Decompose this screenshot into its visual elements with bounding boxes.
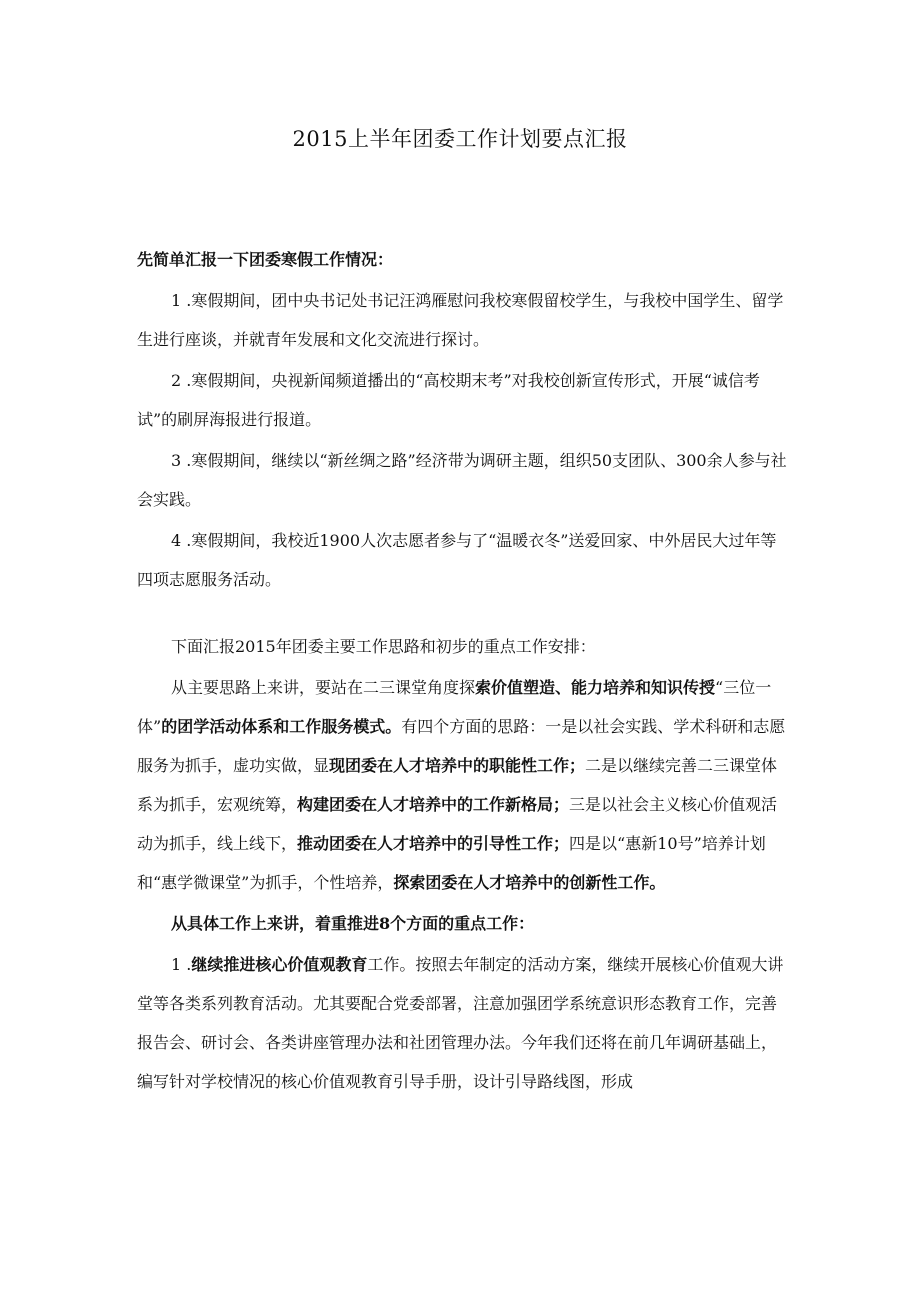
- ideas-bold-4: 构建团委在人才培养中的工作新格局；: [297, 795, 570, 814]
- ideas-text-4: 二是以继续完善二三课堂体系为抓手，宏观统筹，: [137, 756, 778, 814]
- ideas-text-5: 三是以社会主义核心价值观活动为抓手，线上线下，: [137, 795, 778, 853]
- winter-item-2: 2 .寒假期间，央视新闻频道播出的“高校期末考”对我校创新宣传形式，开展“诚信考试”的刷屏海报进行报道。: [137, 371, 760, 429]
- ideas-text-3: 有四个方面的思路：一是以社会实践、学术科研和志愿服务为抓手，虚功实做，显: [137, 717, 786, 775]
- section1-heading: 先简单汇报一下团委寒假工作情况：: [137, 250, 394, 269]
- ideas-text-1: 从主要思路上来讲，要站在二三课堂角度探: [171, 678, 476, 697]
- work-item-1-text: 工作。按照去年制定的活动方案，继续开展核心价值观大讲堂等各类系列教育活动。尤其要配合党委部署，注意加强团学系统意识形态教育工作，完善报告会、研讨会、各类讲座管理办法和社团管理办法。今年我们还将在前几年调研基础上，编写针对学校情况的核心价值观教育引导手册，设计引导路线图，形成: [137, 955, 784, 1091]
- main-ideas-paragraph: [137, 668, 789, 902]
- ideas-bold-3: 现团委在人才培养中的职能性工作；: [329, 756, 586, 775]
- work-item-1-number: 1 .: [171, 955, 192, 974]
- ideas-bold-2: 的团学活动体系和工作服务模式。: [161, 717, 402, 736]
- ideas-bold-5: 推动团委在人才培养中的引导性工作；: [297, 834, 570, 853]
- ideas-bold-6: 探索团委在人才培养中的创新性工作。: [393, 873, 666, 892]
- document-body: [137, 240, 789, 1101]
- document-title: 2015上半年团委工作计划要点汇报: [292, 127, 628, 151]
- work-item-1-bold: 继续推进核心价值观教育: [191, 955, 368, 974]
- winter-item-3: 3 .寒假期间，继续以“新丝绸之路”经济带为调研主题，组织50支团队、300余人参与社会实践。: [137, 451, 787, 509]
- ideas-text-2: “三位一体”: [137, 678, 772, 736]
- ideas-bold-1: 索价值塑造、能力培养和知识传授: [475, 678, 716, 697]
- winter-item-4: 4 .寒假期间，我校近1900人次志愿者参与了“温暖衣冬”送爱回家、中外居民大过年等四项志愿服务活动。: [137, 531, 777, 589]
- winter-item-1: 1 .寒假期间，团中央书记处书记汪鸿雁慰问我校寒假留校学生，与我校中国学生、留学生进行座谈，并就青年发展和文化交流进行探讨。: [137, 291, 784, 349]
- section2-heading: 下面汇报2015年团委主要工作思路和初步的重点工作安排：: [171, 637, 596, 656]
- specific-work-heading: 从具体工作上来讲，着重推进8个方面的重点工作：: [171, 914, 535, 933]
- ideas-text-6: 四是以“惠新10号”培养计划和“惠学微课堂”为抓手，个性培养，: [137, 834, 766, 892]
- work-item-1: [137, 945, 789, 1101]
